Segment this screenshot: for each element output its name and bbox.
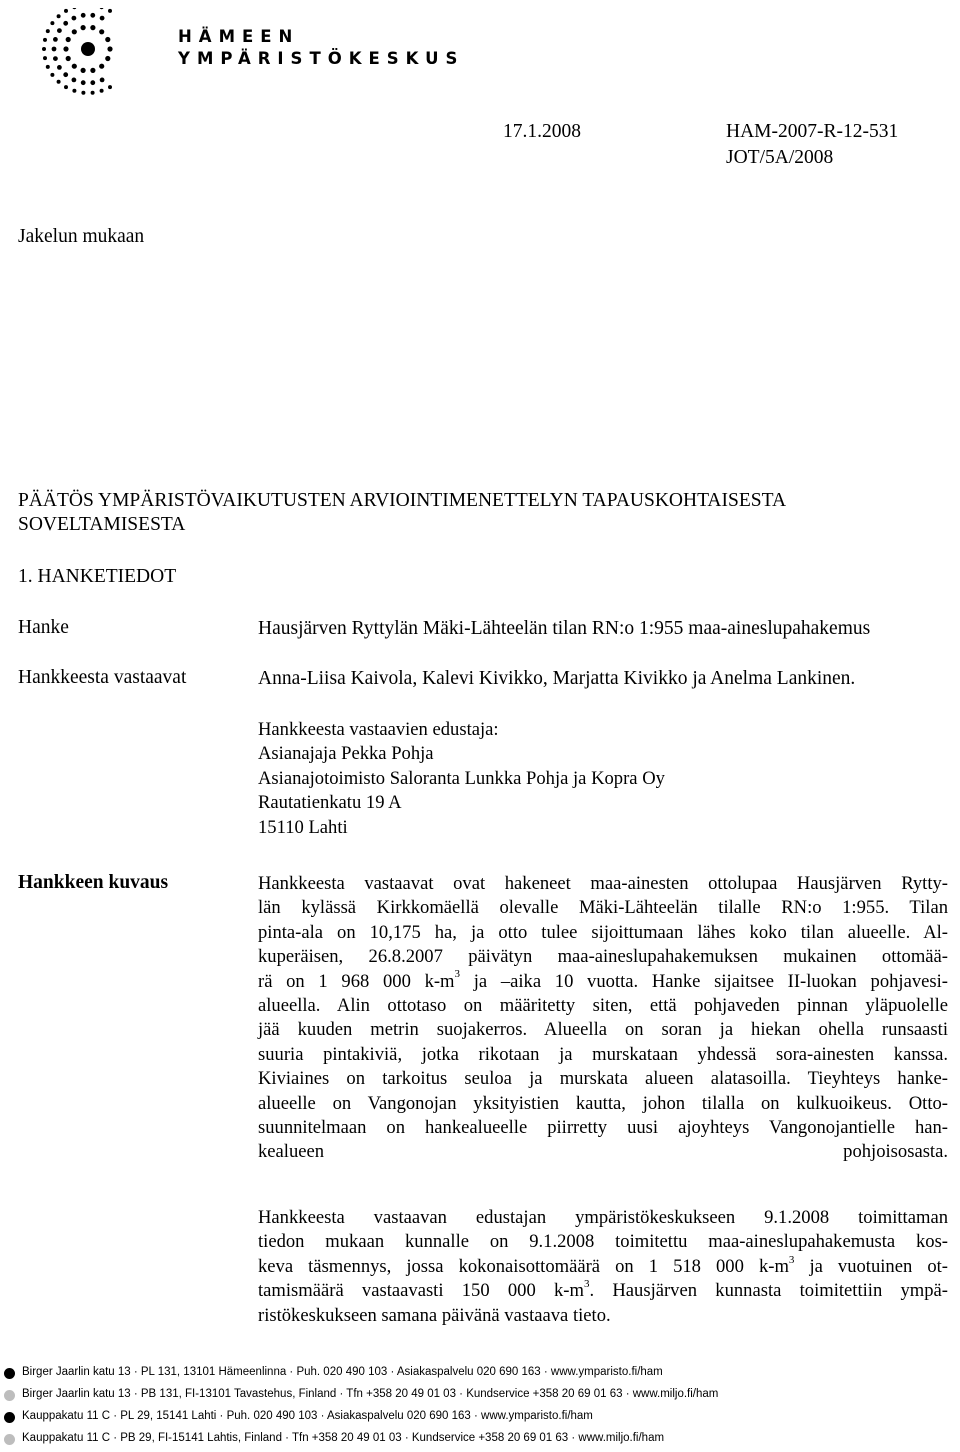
- logo-dot: [72, 64, 77, 69]
- logo-dot: [81, 68, 86, 73]
- logo-dot: [57, 14, 61, 18]
- logo-dot: [81, 80, 86, 85]
- logo-dot: [42, 47, 46, 51]
- paragraph-line: [258, 1255, 948, 1279]
- logo-dots-icon: [18, 8, 168, 100]
- paragraph-line: län kylässä Kirkkomäellä olevalle Mäki-Lähteelän tilalle RN:o 1:955. Tilan: [258, 897, 948, 919]
- paragraph-fragment: . Hausjärven kunnasta toimitettiin ympä-: [589, 1280, 948, 1302]
- logo-dot: [100, 8, 104, 9]
- logo-dot: [107, 46, 112, 51]
- logo-dot: [100, 89, 104, 93]
- logo-dot: [53, 56, 58, 61]
- paragraph-line: kuperäisen, 26.8.2007 päivätyn maa-aineslupahakemuksen mukainen ottomää-: [258, 946, 948, 968]
- footer-address: Birger Jaarlin katu 13 · PL 131, 13101 Hämeenlinna · Puh. 020 490 103 · Asiakaspalvelu 020 690 163 · www.ymparisto.fi/ham: [22, 1366, 663, 1378]
- document-date: 17.1.2008: [503, 121, 581, 142]
- paragraph-fragment: ja vuotuinen ot-: [794, 1255, 948, 1277]
- logo-line-1: HÄMEEN: [178, 27, 300, 46]
- paragraph-line: Hankkeesta vastaavan edustajan ympäristökeskukseen 9.1.2008 toimittaman: [258, 1207, 948, 1228]
- logo-dot: [72, 89, 76, 93]
- footer-address: Kauppakatu 11 C · PL 29, 15141 Lahti · Puh. 020 490 103 · Asiakaspalvelu 020 690 163 · www.ymparisto.fi/ham: [22, 1410, 593, 1422]
- superscript: 3: [454, 968, 461, 981]
- bullet-light-icon: [4, 1390, 15, 1401]
- reference-code: JOT/5A/2008: [726, 147, 834, 168]
- logo-dot: [99, 64, 104, 69]
- logo-dot: [43, 38, 47, 42]
- logo-dot: [72, 16, 77, 21]
- paragraph-line: ristökeskukseen samana päivänä vastaava tieto.: [258, 1304, 611, 1326]
- logo-dot: [81, 13, 86, 18]
- logo-dot: [108, 9, 112, 13]
- logo-dot: [52, 47, 57, 52]
- paragraph-fragment: tamismäärä vastaavasti 150 000 k-m: [258, 1280, 584, 1302]
- paragraph-fragment: ja –aika 10 vuotta. Hanke sijaitsee II-luokan pohjavesi-: [460, 970, 948, 992]
- paragraph-line: suuria pintakiviä, jotka rikotaan ja murskataan yhdessä sora-ainesten kanssa.: [258, 1043, 948, 1065]
- document-title-line-1: PÄÄTÖS YMPÄRISTÖVAIKUTUSTEN ARVIOINTIMENETTELYN TAPAUSKOHTAISESTA: [18, 490, 787, 511]
- bullet-dark-icon: [4, 1412, 15, 1423]
- logo-dot: [90, 25, 95, 30]
- logo-dot: [91, 91, 95, 95]
- logo-dot: [50, 21, 54, 25]
- logo-dot: [90, 80, 95, 85]
- logo-dot: [105, 56, 110, 61]
- paragraph-line: [258, 970, 948, 994]
- superscript: 3: [788, 1253, 795, 1266]
- document-title-line-2: SOVELTAMISESTA: [18, 514, 186, 535]
- responsible-value: Anna-Liisa Kaivola, Kalevi Kivikko, Marjatta Kivikko ja Anelma Lankinen.: [258, 668, 856, 689]
- logo-dot: [100, 78, 105, 83]
- paragraph-line: [258, 1279, 948, 1303]
- logo-dot: [63, 72, 68, 77]
- logo-dot: [99, 29, 104, 34]
- representative-line: Hankkeesta vastaavien edustaja:: [258, 719, 499, 740]
- logo-dot: [63, 21, 68, 26]
- paragraph-line: alueelle on Vangonojan yksityistien kautta, johon tilalla on kulkuoikeus. Otto-: [258, 1092, 948, 1114]
- superscript: 3: [583, 1278, 590, 1291]
- logo-dot: [64, 9, 68, 13]
- paragraph-line: Kiviaines on tarkoitus seuloa ja murskata alueen alatasoilla. Tieyhteys hanke-: [258, 1068, 948, 1090]
- logo-dot: [108, 85, 112, 89]
- logo: [18, 8, 465, 100]
- reference-number: HAM-2007-R-12-531: [726, 121, 899, 142]
- representative-line: Asianajotoimisto Saloranta Lunkka Pohja ja Kopra Oy: [258, 767, 665, 789]
- project-label: Hanke: [18, 617, 69, 638]
- project-value: Hausjärven Ryttylän Mäki-Lähteelän tilan RN:o 1:955 maa-aineslupahakemus: [258, 618, 871, 639]
- logo-dot: [90, 13, 95, 18]
- section-heading: 1. HANKETIEDOT: [18, 566, 177, 587]
- logo-dot: [72, 78, 77, 83]
- logo-dot: [57, 65, 62, 70]
- representative-line: 15110 Lahti: [258, 816, 348, 838]
- logo-wordmark: [178, 26, 464, 70]
- paragraph-line: tiedon mukaan kunnalle on 9.1.2008 toimitettu maa-aineslupahakemusta kos-: [258, 1231, 948, 1253]
- representative-line: Asianajaja Pekka Pohja: [258, 743, 434, 765]
- logo-dot: [57, 28, 62, 33]
- representative-line: Rautatienkatu 19 A: [258, 792, 402, 814]
- logo-dot: [66, 56, 71, 61]
- logo-dot: [90, 68, 95, 73]
- logo-dot: [64, 85, 68, 89]
- paragraph-fragment: rä on 1 968 000 k-m: [258, 970, 455, 992]
- logo-dot: [105, 37, 110, 42]
- logo-dot: [46, 29, 50, 33]
- logo-dot: [43, 56, 47, 60]
- paragraph-line: alueella. Alin ottotaso on määritetty siten, että pohjaveden pinnan yläpuolelle: [258, 995, 948, 1017]
- logo-dot: [100, 16, 105, 21]
- description-paragraph-1: [258, 872, 948, 1165]
- bullet-light-icon: [4, 1434, 15, 1445]
- logo-dot: [57, 80, 61, 84]
- logo-dot: [63, 46, 68, 51]
- responsible-label: Hankkeesta vastaavat: [18, 667, 187, 688]
- paragraph-line: kealueen pohjoisosasta.: [258, 1141, 948, 1163]
- bullet-dark-icon: [4, 1368, 15, 1379]
- footer-address: Birger Jaarlin katu 13 · PB 131, FI-13101 Tavastehus, Finland · Tfn +358 20 49 01 03 · Kundservice +358 20 69 01 63 · www.miljo.fi/ham: [22, 1388, 719, 1400]
- logo-dot: [72, 29, 77, 34]
- paragraph-line: Hankkeesta vastaavat ovat hakeneet maa-ainesten ottolupaa Hausjärven Rytty-: [258, 873, 948, 894]
- description-paragraph-2: [258, 1206, 948, 1328]
- logo-dot: [81, 91, 85, 95]
- footer-address: Kauppakatu 11 C · PB 29, FI-15141 Lahtis, Finland · Tfn +358 20 49 01 03 · Kundservice +358 20 69 01 63 · www.miljo.fi/ham: [22, 1432, 665, 1444]
- logo-dot: [81, 25, 86, 30]
- logo-line-2: YMPÄRISTÖKESKUS: [178, 49, 465, 68]
- paragraph-line: suunnitelmaan on hankealueelle piirretty uusi ajoyhteys Vangonojantielle han-: [258, 1117, 948, 1139]
- logo-dot: [66, 37, 71, 42]
- paragraph-line: jää kuuden metrin suojakerros. Alueella on soran ja hiekan ohella runsaasti: [258, 1019, 948, 1041]
- distribution: Jakelun mukaan: [18, 226, 145, 247]
- representative-block: [258, 718, 948, 840]
- logo-dot: [72, 8, 76, 9]
- logo-dot: [46, 65, 50, 69]
- logo-dot: [50, 73, 54, 77]
- logo-dot: [53, 37, 58, 42]
- paragraph-fragment: keva täsmennys, jossa kokonaisottomäärä on 1 518 000 k-m: [258, 1255, 789, 1277]
- description-label: Hankkeen kuvaus: [18, 872, 169, 893]
- paragraph-line: pinta-ala on 10,175 ha, ja otto tulee sijoittumaan lähes koko tilan alueelle. Al-: [258, 921, 948, 943]
